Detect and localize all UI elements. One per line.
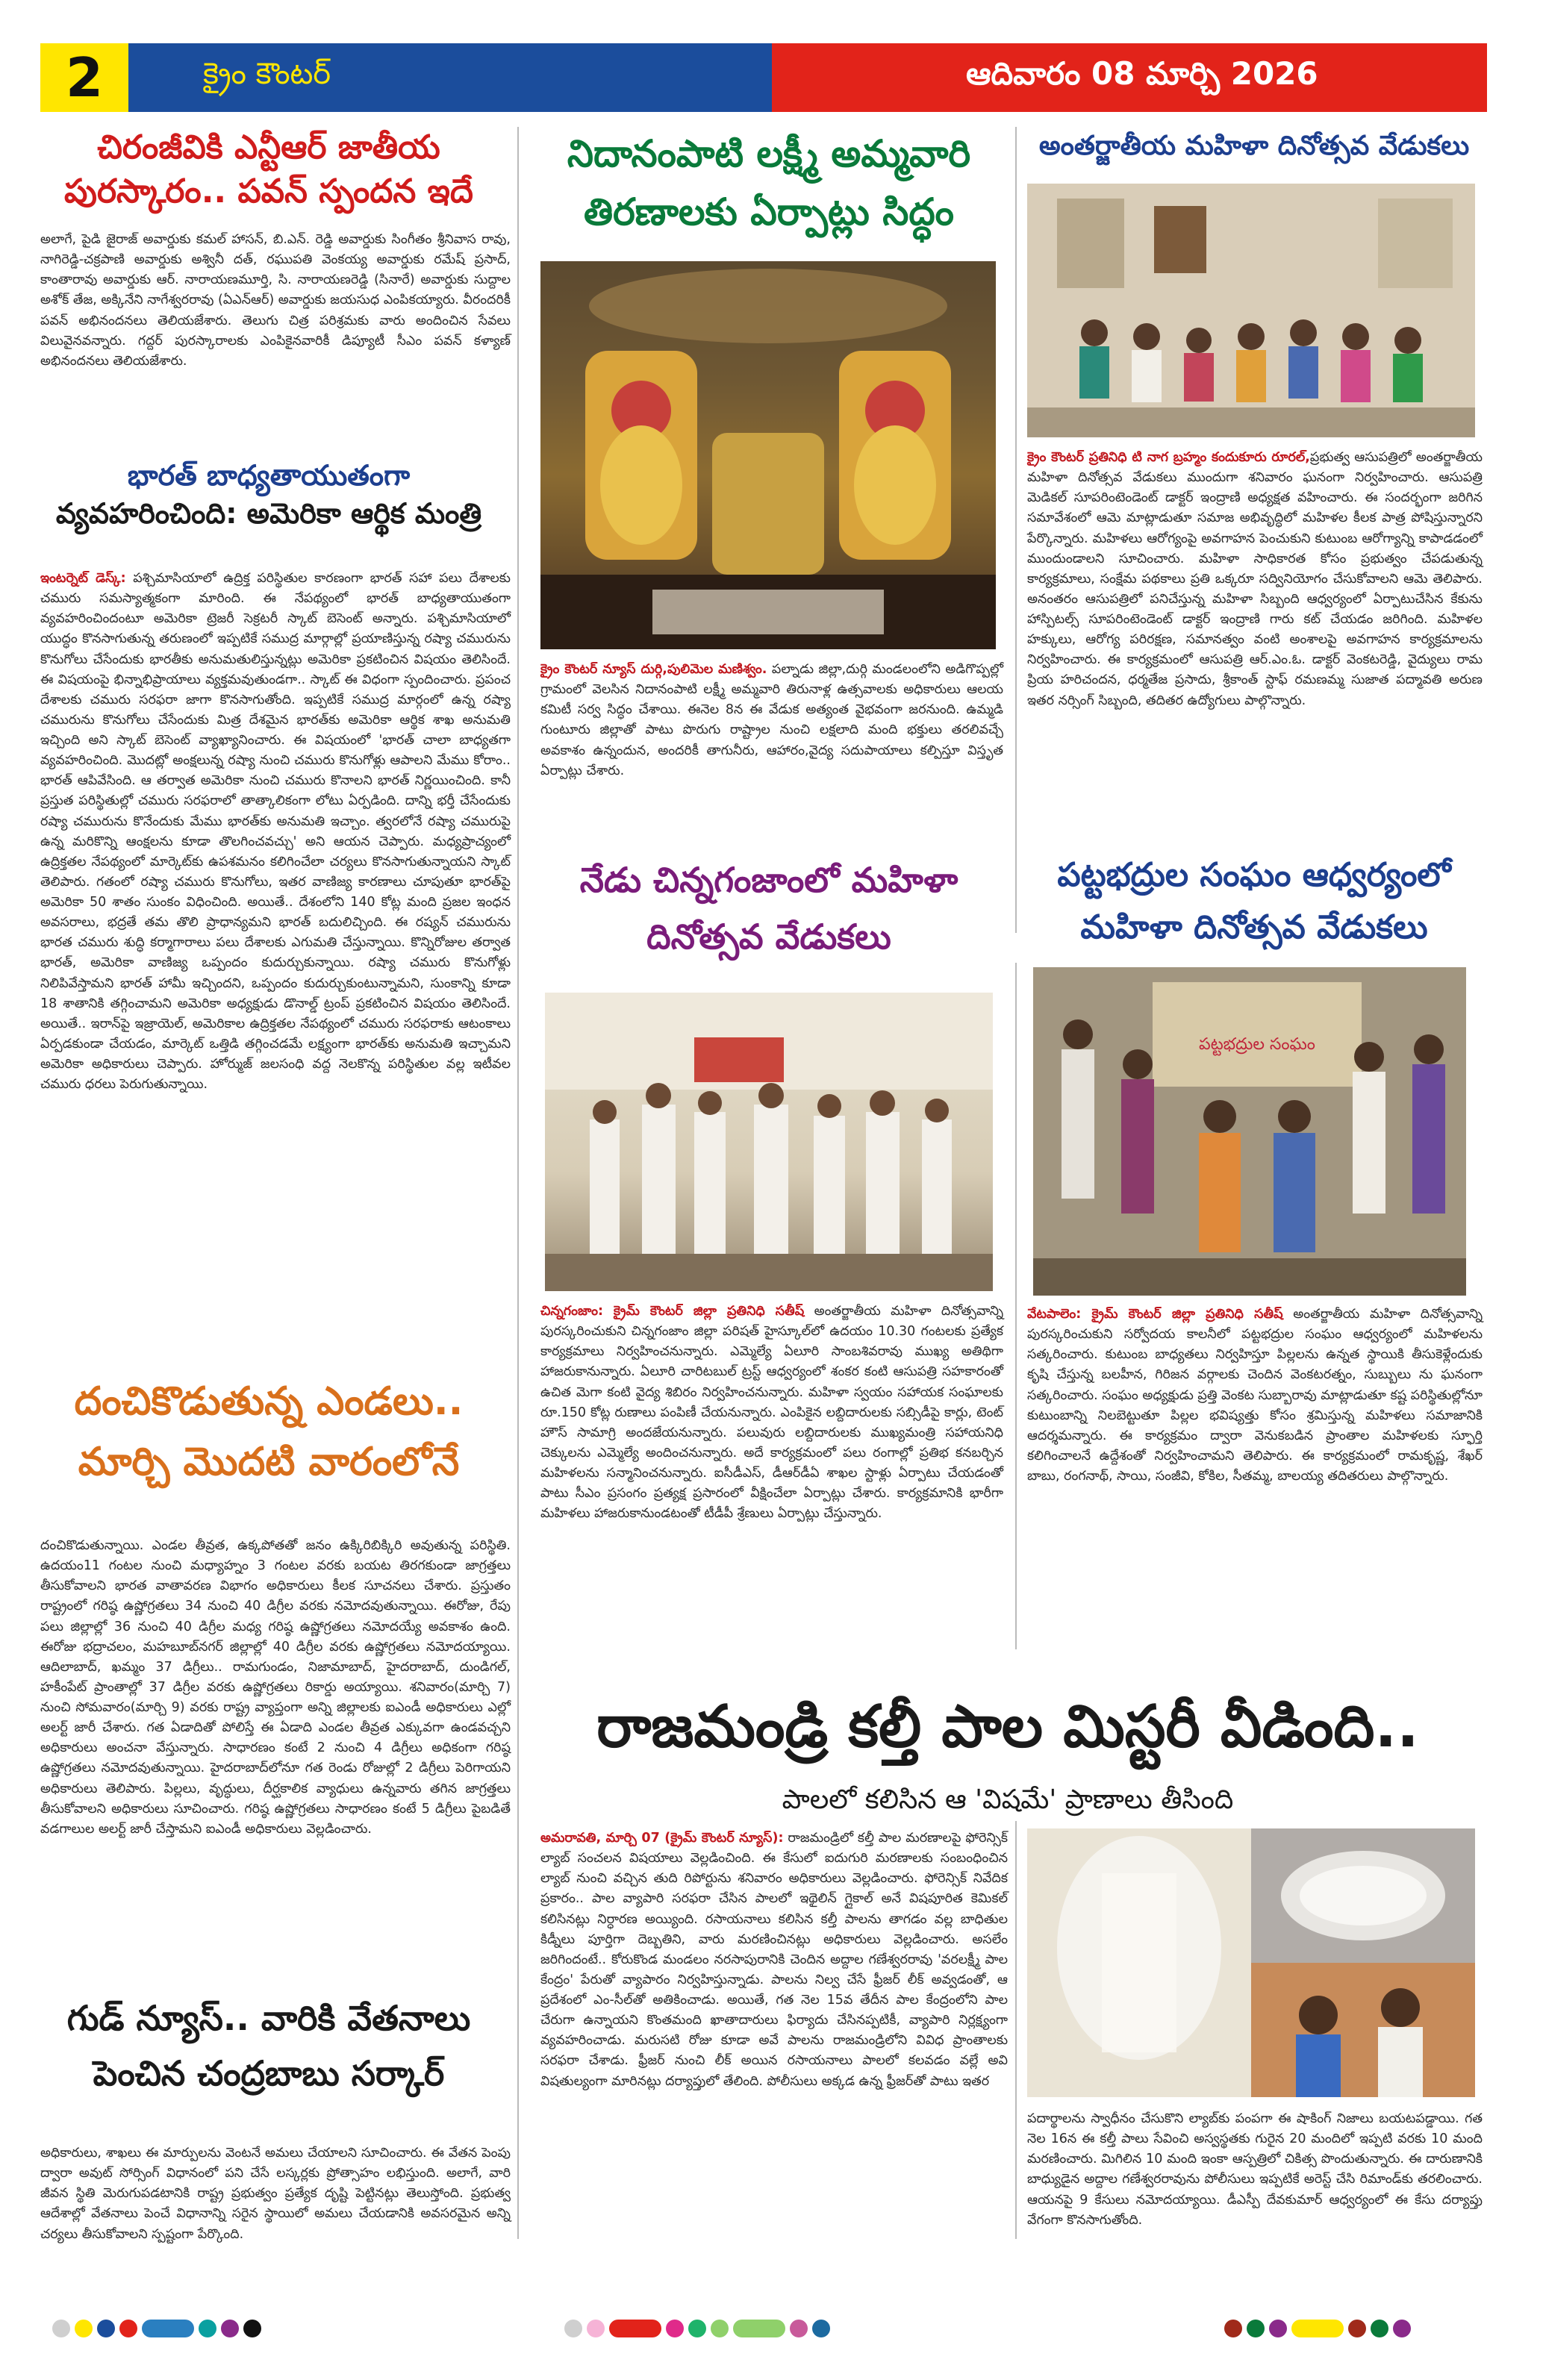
article-chiranjeevi-body: అలాగే, పైడి జైరాజ్ అవార్డుకు కమల్ హాసన్, బి.ఎన్. రెడ్డి అవార్డుకు సింగీతం శ్రీనివాస రావు, నాగిరెడ్డి-చక్రపాణి అవార్డుకు అశ్వినీ దత్, రఘుపతి వెంకయ్య అవార్డుకు రమేష్ ప్రసాద్, కాంతారావు అవార్డుకు ఆర్. నారాయణమూర్తి, సి. నారాయణరెడ్డి (సినారే) అవార్డుకు సుద్దాల అశోక్ తేజ, అక్కినేని నాగేశ్వరరావు (ఏఎన్ఆర్) అవార్డుకు జయసుధ ఎంపికయ్యారు. వీరందరికీ పవన్ అభినందనలు తెలియజేశారు. తెలుగు చిత్ర పరిశ్రమకు వారు అందించిన సేవలు విలువైనవన్నారు. గద్దర్ పురస్కారాలకు ఎంపికైనవారికీ డిప్యూటీ సీఎం పవన్ కళ్యాణ్ అభినందనలు తెలియజేశారు. <box>40 232 511 369</box>
issue-date: ఆదివారం 08 మార్చి 2026 <box>772 43 1487 112</box>
color-dot <box>1224 2320 1242 2337</box>
milk-collage-illustration <box>1027 1828 1475 2097</box>
color-dot <box>1348 2320 1366 2337</box>
dateline: వేటపాలెం: క్రైమ్ కౌంటర్ జిల్లా ప్రతినిధి సతీష్ <box>1027 1307 1283 1322</box>
banner-text: పట్టభద్రుల సంఘం <box>1199 1035 1315 1054</box>
article-graduates-body <box>1027 1305 1483 1487</box>
article-chinnaganjam-title <box>526 852 1011 966</box>
title-line: పురస్కారం.. పవన్ స్పందన ఇదే <box>64 172 473 211</box>
page-number: 2 <box>40 43 128 112</box>
article-temple-body <box>540 660 1003 781</box>
article-milk-body <box>540 1828 1008 2092</box>
article-bharat-title <box>30 457 508 534</box>
title-line: తిరణాలకు ఏర్పాట్లు సిద్ధం <box>583 190 954 234</box>
footer-color-strip-middle <box>564 2320 835 2337</box>
color-dot <box>142 2320 194 2337</box>
article-text: అంతర్జాతీయ మహిళా దినోత్సవాన్ని పురస్కరించుకుని సర్వోదయ కాలనీలో పట్టభద్రుల సంఘం ఆధ్వర్యంలో మహిళలను సత్కరించారు. కుటుంబ బాధ్యతలు నిర్వహిస్తూ పిల్లలను ఉన్నత స్థాయికి తీసుకెళ్లేందుకు కృషి చేస్తున్న బలహీన, గిరిజన వర్గాలకు చెందిన వెంకటరత్నం, సుబ్బులు ను ఘనంగా సత్కరించారు. సంఘం అధ్యక్షుడు ప్రత్తి వెంకట సుబ్బారావు మాట్లాడుతూ కష్ట పరిస్థితుల్లోనూ కుటుంబాన్ని నిలబెట్టుతూ పిల్లల భవిష్యత్తు కోసం శ్రమిస్తున్న మహిళలు సమాజానికి ఆదర్శమన్నారు. ఈ కార్యక్రమం ద్వారా వెనుకబడిన ప్రాంతాల మహిళలకు స్ఫూర్తి కలిగించాలనే ఉద్దేశంతో నిర్వహించామని తెలిపారు. ఈ కార్యక్రమంలో రామకృష్ణ, శేఖర్ బాబు, రంగనాథ్, సాయి, సంజీవి, కోకిల, సీతమ్మ, బాలయ్య తదితరులు పాల్గొన్నారు. <box>1027 1307 1483 1484</box>
color-dot <box>711 2320 729 2337</box>
color-dot <box>1291 2320 1344 2337</box>
title-line: గుడ్ న్యూస్.. వారికి వేతనాలు <box>66 1998 471 2038</box>
title-line: చిరంజీవికి ఎన్టీఆర్ జాతీయ <box>97 128 440 166</box>
meeting-hall-illustration <box>1027 184 1475 437</box>
article-bharat-body <box>40 569 511 1095</box>
title-line: పెంచిన చంద్రబాబు సర్కార్ <box>93 2052 445 2093</box>
article-milk-subheadline: పాలలో కలిసిన ఆ 'విషమే' ప్రాణాలు తీసింది <box>782 1784 1234 1815</box>
chinnaganjam-photo <box>545 993 993 1291</box>
title-line: మహిళా దినోత్సవ వేడుకలు <box>1080 908 1428 947</box>
dateline: క్రైం కౌంటర్ న్యూస్ దుర్గి,పులిమెల మణిశ్వం. <box>540 662 767 677</box>
article-milk-body-continued: పదార్థాలను స్వాధీనం చేసుకొని ల్యాబ్‌కు పంపగా ఈ షాకింగ్ నిజాలు బయటపడ్డాయి. గత నెల 16న ఈ కల్తీ పాలు సేవించి అస్వస్థతకు గురైన 20 మందిలో ఇప్పటి వరకు 10 మంది మరణించారు. మిగిలిన 10 మంది ఇంకా ఆస్పత్రిలో చికిత్స పొందుతున్నారు. ఈ దారుణానికి బాధ్యుడైన అద్దాల గణేశ్వరరావును పోలీసులు ఇప్పటికే అరెస్ట్ చేసి రిమాండ్‌కు తరలించారు. ఆయనపై 9 కేసులు నమోదయ్యాయి. డీఎస్పీ దేవకుమార్ ఆధ్వర్యంలో ఈ కేసు దర్యాప్తు వేగంగా కొనసాగుతోంది. <box>1027 2111 1483 2228</box>
color-dot <box>199 2320 216 2337</box>
color-dot <box>119 2320 137 2337</box>
article-graduates-title <box>1023 849 1486 955</box>
article-chiranjeevi-title <box>30 125 508 214</box>
womens-day-photo <box>1027 184 1475 437</box>
article-womens-day-title: అంతర్జాతీయ మహిళా దినోత్సవ వేడుకలు <box>1038 131 1470 161</box>
color-dot <box>688 2320 706 2337</box>
title-line: దినోత్సవ వేడుకలు <box>646 916 891 957</box>
article-heat-body: దంచికొడుతున్నాయి. ఎండల తీవ్రత, ఉక్కపోతతో జనం ఉక్కిరిబిక్కిరి అవుతున్న పరిస్థితి. ఉదయం11 గంటల నుంచి మధ్యాహ్నం 3 గంటల వరకు బయట తిరగకుండా జాగ్రత్తలు తీసుకోవాలని భారత వాతావరణ విభాగం అధికారులు కీలక సూచనలు చేశారు. ప్రస్తుతం రాష్ట్రంలో గరిష్ఠ ఉష్ణోగ్రతలు 34 నుంచి 40 డిగ్రీల వరకు నమోదవుతున్నాయి. ఈరోజు, రేపు పలు జిల్లాల్లో 36 నుంచి 40 డిగ్రీల మధ్య గరిష్ఠ ఉష్ణోగ్రతలు నమోదయ్యే అవకాశం ఉంది. ఈరోజు భద్రాచలం, మహబూబ్‌నగర్ జిల్లాల్లో 40 డిగ్రీల వరకు ఉష్ణోగ్రతలు నమోదయ్యాయి. ఆదిలాబాద్, ఖమ్మం 37 డిగ్రీలు.. రామగుండం, నిజామాబాద్, హైదరాబాద్, దుండిగల్, హకీంపేట్ ప్రాంతాల్లో 37 డిగ్రీల వరకు ఉష్ణోగ్రతలు రికార్డు అయ్యాయి. శనివారం(మార్చి 7) నుంచి సోమవారం(మార్చి 9) వరకు రాష్ట్ర వ్యాప్తంగా అన్ని జిల్లాలకు ఐఎండీ అధికారులు ఎల్లో అలర్ట్ జారీ చేశారు. గత ఏడాదితో పోలిస్తే ఈ ఏడాది ఎండల తీవ్రత ఎక్కువగా ఉండవచ్చని అధికారులు అంచనా వేస్తున్నారు. సాధారణం కంటే 2 నుంచి 4 డిగ్రీలు అధికంగా గరిష్ఠ ఉష్ణోగ్రతలు నమోదవుతున్నాయి. హైదరాబాద్‌లోనూ గత రెండు రోజుల్లో 2 డిగ్రీలు పెరిగాయని అధికారులు తెలిపారు. పిల్లలు, వృద్ధులు, దీర్ఘకాలిక వ్యాధులు ఉన్నవారు తగిన జాగ్రత్తలు తీసుకోవాలని అధికారులు సూచించారు. గరిష్ఠ ఉష్ణోగ్రతలు సాధారణం కంటే 5 డిగ్రీలు పైబడితే వడగాలుల అలర్ట్ జారీ చేస్తామని ఐఎండీ అధికారులు వెల్లడించారు. <box>40 1538 511 1837</box>
color-dot <box>1393 2320 1411 2337</box>
color-dot <box>666 2320 684 2337</box>
title-line: దంచికొడుతున్న ఎండలు.. <box>74 1379 464 1424</box>
color-dot <box>75 2320 93 2337</box>
article-heat-title <box>30 1372 508 1492</box>
color-dot <box>1371 2320 1388 2337</box>
article-milk-headline: రాజమండ్రి కల్తీ పాల మిస్టరీ వీడింది.. <box>596 1693 1419 1761</box>
color-dot <box>790 2320 808 2337</box>
graduates-photo <box>1033 967 1466 1296</box>
title-line: వ్యవహరించింది: అమెరికా ఆర్థిక మంత్రి <box>55 497 482 531</box>
dateline: చిన్నగంజాం: క్రైమ్ కౌంటర్ జిల్లా ప్రతినిధి సతీష్ <box>540 1304 805 1319</box>
article-temple-title <box>526 125 1011 241</box>
article-text: పల్నాడు జిల్లా,దుర్గి మండలంలోని అడిగొప్పల్లో గ్రామంలో వెలసిన నిదానంపాటి లక్ష్మీ అమ్మవారి తిరునాళ్ల ఉత్సవాలకు అధికారులు ఆలయ కమిటీ సర్వ సిద్ధం చేశాయి. ఈనెల 8న ఈ వేడుక అత్యంత వైభవంగా జరనుంది. ఉమ్మడి గుంటూరు జిల్లాతో పాటు పొరుగు రాష్ట్రాల నుంచి లక్షలాది మంది భక్తులు తరలివచ్చే అవకాశం ఉన్నందున, అందరికీ తాగునీరు, ఆహారం,వైద్య సదుపాయాలు కల్పిస్తూ విస్తృత ఏర్పాట్లు చేశారు. <box>540 662 1003 778</box>
title-line: నిదానంపాటి లక్ష్మీ అమ్మవారి <box>567 132 971 175</box>
milk-photo <box>1027 1828 1475 2097</box>
color-dot <box>97 2320 115 2337</box>
temple-photo <box>540 261 996 649</box>
masthead <box>40 43 1487 112</box>
article-text: అంతర్జాతీయ మహిళా దినోత్సవాన్ని పురస్కరించుకుని చిన్నగంజాం జిల్లా పరిషత్ హైస్కూల్‌లో ఉదయం 10.30 గంటలకు ప్రత్యేక కార్యక్రమాలు నిర్వహించనున్నారు. ఎమ్మెల్యే ఏలూరి సాంబశివరావు ముఖ్య అతిథిగా హాజరుకానున్నారు. ఏలూరి చారిటబుల్ ట్రస్ట్ ఆధ్వర్యంలో శంకర కంటి ఆసుపత్రి సహకారంతో ఉచిత మెగా కంటి వైద్య శిబిరం నిర్వహించనున్నారు. మహిళా స్వయం సహాయక సంఘాలకు రూ.150 కోట్ల రుణాలు పంపిణీ చేయనున్నారు. ఎంపికైన లబ్దిదారులకు సబ్సిడీపై కార్లు, టెంట్ హౌస్ సామాగ్రి అందజేయనున్నారు. పలువురు లబ్దిదారులకు ముఖ్యమంత్రి సహాయనిధి చెక్కులను ఎమ్మెల్యే అందించనున్నారు. అదే కార్యక్రమంలో పలు రంగాల్లో ప్రతిభ కనబర్చిన మహిళలను సన్మానించనున్నారు. ఐసీడీఎస్, డీఆర్‌డీఏ శాఖల స్టాళ్లు ఏర్పాటు చేయడంతో పాటు సీఎం ప్రసంగం ప్రత్యక్ష ప్రసారంలో వీక్షించేలా ఏర్పాట్లు చేశారు. కార్యక్రమానికి భారీగా మహిళలు హాజరుకానుండటంతో టీడీపీ శ్రేణులు ఏర్పాట్లు చేస్తున్నారు. <box>540 1304 1003 1522</box>
color-dot <box>609 2320 661 2337</box>
color-dot <box>221 2320 239 2337</box>
title-line: పట్టభద్రుల సంఘం ఆధ్వర్యంలో <box>1057 856 1451 894</box>
title-line: భారత్ బాధ్యతాయుతంగా <box>127 459 411 492</box>
color-dot <box>52 2320 70 2337</box>
article-chinnaganjam-body <box>540 1302 1003 1524</box>
dateline: ఇంటర్నెట్ డెస్క్: <box>40 571 126 586</box>
color-dot <box>587 2320 605 2337</box>
color-dot <box>812 2320 830 2337</box>
title-line: నేడు చిన్నగంజాంలో మహిళా <box>579 860 958 900</box>
article-text: పశ్చిమాసియాలో ఉద్రిక్త పరిస్థితుల కారణంగా భారత్ సహా పలు దేశాలకు చమురు సమస్యాత్మకంగా మారింది. ఈ నేపథ్యంలో భారత్ బాధ్యతాయుతంగా వ్యవహరించిందంటూ అమెరికా ట్రెజరీ సెక్రటరీ స్కాట్ బెసెంట్ అన్నారు. పశ్చిమాసియాలో యుద్ధం కొనసాగుతున్న తరుణంలో ఇప్పటికే సముద్ర మార్గాల్లో ప్రయాణిస్తున్న రష్యా చమురును కొనుగోలు చేసేందుకు భారతీకు అనుమతులిస్తున్నట్లు అమెరికా ప్రకటించిన విషయం తెలిసిందే. ఈ విషయంపై భిన్నాభిప్రాయాలు వ్యక్తమవుతుండగా.. స్కాట్ ఈ విధంగా స్పందించారు. ప్రపంచ దేశాలకు చమురు సరఫరా జాగా కొనసాగుతోంది. ఇప్పటికే సముద్ర మార్గంలో ఉన్న రష్యా చమురును కొనుగోలు చేసేందుకు మిత్ర దేశమైన భారత్‌కు అమెరికా ఆర్థిక శాఖ అనుమతి ఇచ్చింది అని స్కాట్ బెసెంట్ వ్యాఖ్యానించారు. ఈ విషయంలో 'భారత్ చాలా బాధ్యతగా వ్యవహరించింది. మొదట్లో అంక్షలున్న రష్యా నుంచి చమురు కొనుగోళ్లు ఆపాలని మేము కోరాం.. భారత్ ఆపివేసింది. ఆ తర్వాత అమెరికా నుంచి చమురు కొనాలని భారత్ నిర్ణయించింది. కానీ ప్రస్తుత పరిస్థితుల్లో చమురు సరఫరాలో తాత్కాలికంగా లోటు ఏర్పడింది. దాన్ని భర్తీ చేసేందుకు రష్యా చమురును కొనేందుకు మేము భారత్‌కు అనుమతి ఇచ్చాం. త్వరలోనే రష్యా చమురుపై ఉన్న మరికొన్ని ఆంక్షలను కూడా తొలగించవచ్చు' అని ఆయన చెప్పారు. మధ్యప్రాచ్యంలో ఉద్రిక్తతల నేపథ్యంలో మార్కెట్‌కు ఉపశమనం కలిగించేలా చర్యలు కొనసాగుతున్నాయని స్కాట్ తెలిపారు. గతంలో రష్యా చమురు కొనుగోలు, ఇతర వాణిజ్య కారణాలు చూపుతూ భారత్‌పై అమెరికా 50 శాతం సుంకం విధించింది. అయితే.. దేశంలోని 140 కోట్ల మంది ప్రజల ఇంధన అవసరాలు, భద్రతే తమ తొలి ప్రాధాన్యమని భారత్ బదులిచ్చింది. ఈ రష్యన్ చమురును భారత చమురు శుద్ధి కర్మాగారాలు పలు దేశాలకు ఎగుమతి చేస్తున్నాయి. కొన్నిరోజుల తర్వాత భారత్, అమెరికా వాణిజ్య ఒప్పందం కుదుర్చుకున్నాయి. రష్యా చమురు కొనుగోళ్లు నిలిపివేస్తామని భారత్ హామీ ఇచ్చిందని, ఒప్పందం కుదుర్చుకుంటున్నామని, సుంకాన్ని కూడా 18 శాతానికి తగ్గించామని అమెరికా అధ్యక్షుడు డొనాల్డ్ ట్రంప్ ప్రకటించిన విషయం తెలిసిందే. అయితే.. ఇరాన్‌పై ఇజ్రాయెల్, అమెరికాల ఉద్రిక్తతల నేపథ్యంలో చమురు సరఫరాకు ఆటంకాలు ఏర్పడకుండా చేయడం, మార్కెట్ ఒత్తిడి తగ్గించడమే లక్ష్యంగా భారత్‌కు అనుమతి ఇచ్చామని అమెరికా అధికారులు చెప్పారు. హోర్ముజ్ జలసంధి వద్ద నెలకొన్న పరిస్థితుల వల్ల ఇటీవల చమురు ధరలు పెరుగుతున్నాయి. <box>40 571 511 1093</box>
color-dot <box>243 2320 261 2337</box>
color-dot <box>564 2320 582 2337</box>
color-dot <box>1269 2320 1287 2337</box>
article-text: రాజమండ్రిలో కల్తీ పాల మరణాలపై ఫోరెన్సిక్ ల్యాబ్ సంచలన విషయాలు వెల్లడించింది. ఈ కేసులో ఐదుగురి మరణాలకు సంబంధించిన ల్యాబ్ నుంచి వచ్చిన తుది రిపోర్టును శనివారం అధికారులు వెల్లడించారు. ఫోరెన్సిక్ నివేదిక ప్రకారం.. పాల వ్యాపారి సరఫరా చేసిన పాలలో ఇథైలిన్ గ్లైకాల్ అనే విషపూరిత కెమికల్ కలిసినట్లు నిర్ధారణ అయ్యింది. రసాయనాలు కలిసిన కల్తీ పాలను తాగడం వల్ల బాధితుల కిడ్నీలు పూర్తిగా దెబ్బతిని, వారు మరణించినట్లు అధికారులు వెల్లడించారు. అసలేం జరిగిందంటే.. కోరుకొండ మండలం నరసాపురానికి చెందిన అద్దాల గణేశ్వరరావు 'వరలక్ష్మీ పాల కేంద్రం' పేరుతో వ్యాపారం నిర్వహిస్తున్నాడు. పాలను నిల్వ చేసే ఫ్రీజర్ లీక్ అవ్వడంతో, ఆ ప్రదేశంలో ఎం-సీల్‌తో అతికించాడు. అయితే, గత నెల 15వ తేదీన పాల కేంద్రంలోని పాల చేరుగా ఉన్నాయని కొంతమంది ఖాతాదారులు ఫిర్యాదు చేసినప్పటికీ, వ్యాపారి నిర్లక్ష్యంగా వ్యవహరించాడు. మరుసటి రోజు కూడా అవే పాలను రాజమండ్రిలోని వివిధ ప్రాంతాలకు సరఫరా చేశాడు. ఫ్రీజర్ నుంచి లీక్ అయిన రసాయనాలు పాలలో కలవడం వల్లే అవి విషతుల్యంగా మారినట్లు దర్యాప్తులో తేలింది. పోలీసులు అక్కడ ఉన్న ఫ్రీజర్‌తో పాటు ఇతర <box>540 1831 1008 2089</box>
temple-deity-illustration <box>540 261 996 649</box>
title-line: మార్చి మొదటి వారంలోనే <box>78 1439 460 1484</box>
color-dot <box>733 2320 785 2337</box>
article-salaries-title <box>30 1991 508 2101</box>
newspaper-name: క్రైం కౌంటర్ <box>128 43 772 112</box>
footer-color-strip-right <box>1224 2320 1415 2337</box>
footer-color-strip-left <box>52 2320 266 2337</box>
article-text: ప్రభుత్వ ఆసుపత్రిలో అంతర్జాతీయ మహిళా దినోత్సవ వేడుకలు ముందుగా శనివారం ఘనంగా నిర్వహించారు. ఆసుపత్రి మెడికల్ సూపరింటెండెంట్ డాక్టర్ ఇంద్రాణి అధ్యక్షత వహించారు. ఈ సందర్భంగా జరిగిన సమావేశంలో ఆమె మాట్లాడుతూ సమాజ అభివృద్ధిలో మహిళల కీలక పాత్ర పోషిస్తున్నారని పేర్కొన్నారు. మహిళలు ఆరోగ్యంపై అవగాహన పెంచుకుని కుటుంబ ఆరోగ్యాన్ని కాపాడడంలో ముందుండాలని సూచించారు. మహిళా సాధికారత కోసం ప్రభుత్వం చేపడుతున్న కార్యక్రమాలు, సంక్షేమ పథకాలు ప్రతి ఒక్కరూ సద్వినియోగం చేసుకోవాలని ఆమె తెలిపారు. అనంతరం ఆసుపత్రిలో పనిచేస్తున్న మహిళా సిబ్బంది ఆధ్వర్యంలో ఏర్పాటుచేసిన కేకును హాస్పిటల్స్ సూపరింటెండెంట్ డాక్టర్ ఇంద్రాణి గారు కట్ చేయడం జరిగింది. మహిళల హక్కులు, ఆరోగ్య పరిరక్షణ, సమానత్వం వంటి అంశాలపై అవగాహన కార్యక్రమాలను నిర్వహించారు. ఈ కార్యక్రమంలో ఆసుపత్రి ఆర్.ఎం.ఓ. డాక్టర్ వెంకటరెడ్డి, వైద్యులు రామ ప్రియ హరిచందన, ధర్మతేజ ప్రసాదు, శ్రీకాంత్ స్టాఫ్ రమణమ్మ సుజాత పద్మావతి అరుణ ఇతర నర్సింగ్ సిబ్బంది, తదితర ఉద్యోగులు పాల్గొన్నారు. <box>1027 450 1483 708</box>
article-salaries-body: అధికారులు, శాఖలు ఈ మార్పులను వెంటనే అమలు చేయాలని సూచించారు. ఈ వేతన పెంపు ద్వారా అవుట్ సోర్సింగ్ విధానంలో పని చేసే లస్కర్లకు ప్రోత్సాహం లభిస్తుంది. అలాగే, వారి జీవన స్థితి మెరుగుపడటానికి రాష్ట్ర ప్రభుత్వం ప్రత్యేక దృష్టి పెట్టినట్లు తెలుస్తోంది. ప్రభుత్వ ఆదేశాల్లో వేతనాలు పెంచే విధానాన్ని సరైన స్థాయిలో అమలు చేయడానికి అవసరమైన అన్ని చర్యలు తీసుకోవాలని స్పష్టంగా పేర్కొంది. <box>40 2146 511 2242</box>
color-dot <box>1247 2320 1265 2337</box>
dateline: అమరావతి, మార్చి 07 (క్రైమ్ కౌంటర్ న్యూస్): <box>540 1831 784 1846</box>
article-womens-day-body <box>1027 448 1483 711</box>
group-photo-illustration <box>545 993 993 1291</box>
dateline: క్రైం కౌంటర్ ప్రతినిధి టి నాగ బ్రహ్మం కందుకూరు రూరల్, <box>1027 450 1310 465</box>
felicitation-illustration <box>1033 967 1466 1296</box>
